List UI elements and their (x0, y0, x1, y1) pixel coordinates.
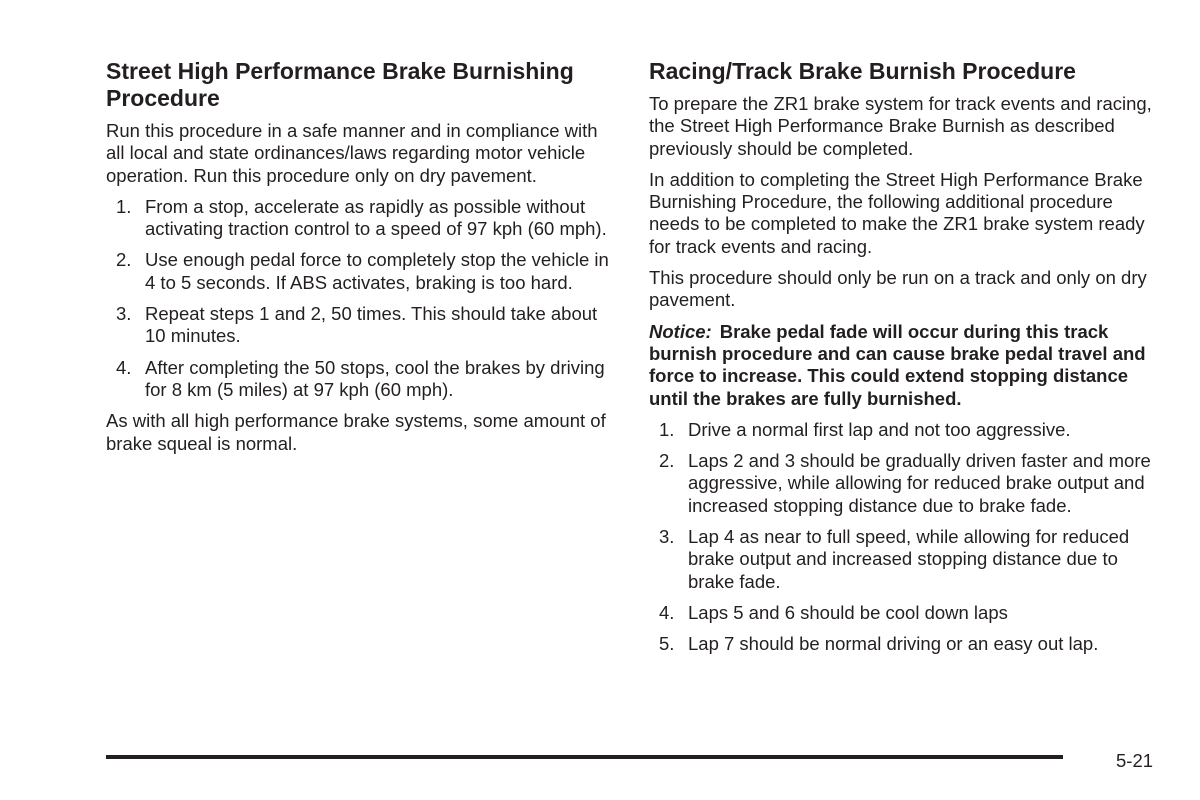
step-text: Use enough pedal force to completely stop the vehicle in 4 to 5 seconds. If ABS activates, braking is too hard. (145, 249, 609, 293)
page-number: 5-21 (1116, 750, 1154, 771)
step-number: 3. (116, 303, 132, 325)
step-text: Lap 4 as near to full speed, while allowing for reduced brake output and increased stopping distance due to brake fade. (688, 526, 1130, 592)
list-item (106, 357, 616, 402)
left-column (106, 58, 616, 464)
street-burnishing-heading: Street High Performance Brake Burnishing Procedure (106, 58, 574, 111)
step-text: Lap 7 should be normal driving or an easy out lap. (688, 633, 1099, 655)
track-burnish-para-2: In addition to completing the Street High Performance Brake Burnishing Procedure, the following additional procedure needs to be completed to make the ZR1 brake system ready for track events and racing. (649, 168, 1145, 257)
notice-text: Brake pedal fade will occur during this track burnish procedure and can cause brake pedal travel and force to increase. This could extend stopping distance until the brakes are fully burnished. (649, 320, 1146, 409)
list-item (649, 633, 1159, 655)
step-text: Drive a normal first lap and not too aggressive. (688, 418, 1071, 440)
list-item (649, 419, 1159, 441)
step-number: 4. (659, 601, 675, 623)
track-burnish-heading: Racing/Track Brake Burnish Procedure (649, 58, 1076, 84)
step-text: From a stop, accelerate as rapidly as possible without activating traction control to a speed of 97 kph (60 mph). (145, 195, 607, 240)
step-number: 4. (116, 356, 132, 378)
track-burnish-steps (649, 419, 1159, 656)
track-burnish-para-1: To prepare the ZR1 brake system for track events and racing, the Street High Performance Brake Burnish as described previously should be completed. (649, 93, 1152, 159)
step-text: Repeat steps 1 and 2, 50 times. This should take about 10 minutes. (145, 303, 598, 347)
step-number: 2. (659, 450, 675, 472)
brake-squeal-note: As with all high performance brake systems, some amount of brake squeal is normal. (106, 410, 606, 454)
right-column (649, 58, 1159, 665)
list-item (649, 602, 1159, 624)
step-number: 1. (659, 418, 675, 440)
footer-divider (106, 755, 1063, 759)
notice-block (649, 321, 1159, 410)
step-number: 1. (116, 195, 132, 217)
list-item (106, 303, 616, 348)
list-item (106, 196, 616, 241)
step-number: 5. (659, 633, 675, 655)
notice-label: Notice: (649, 320, 712, 342)
step-text: After completing the 50 stops, cool the brakes by driving for 8 km (5 miles) at 97 kph (60 mph). (145, 356, 605, 400)
track-burnish-para-3: This procedure should only be run on a track and only on dry pavement. (649, 267, 1147, 311)
list-item (649, 450, 1159, 517)
street-burnishing-intro: Run this procedure in a safe manner and in compliance with all local and state ordinances/laws regarding motor vehicle operation. Run this procedure only on dry pavement. (106, 120, 598, 186)
step-number: 2. (116, 249, 132, 271)
list-item (649, 526, 1159, 593)
street-burnishing-steps (106, 196, 616, 401)
step-text: Laps 2 and 3 should be gradually driven faster and more aggressive, while allowing for reduced brake output and increased stopping distance due to brake fade. (688, 450, 1151, 516)
list-item (106, 249, 616, 294)
step-text: Laps 5 and 6 should be cool down laps (688, 601, 1008, 623)
step-number: 3. (659, 526, 675, 548)
